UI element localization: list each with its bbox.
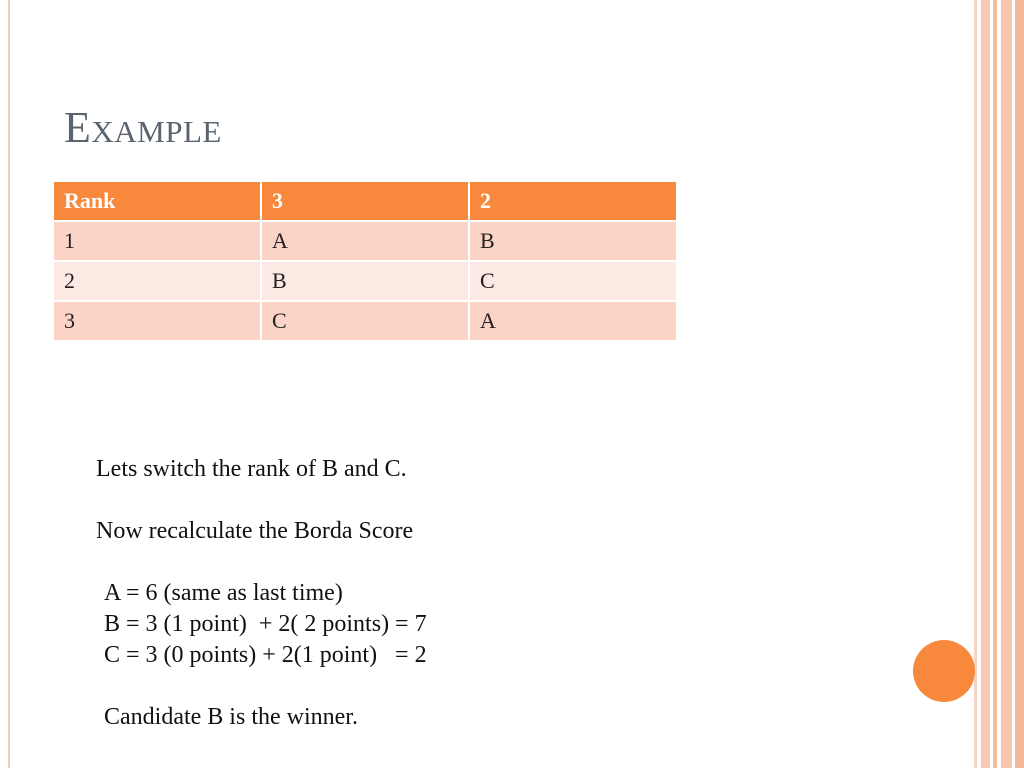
left-border-line (8, 0, 10, 768)
table-cell: 3 (53, 301, 261, 341)
table-cell: B (261, 261, 469, 301)
decorative-stripes (974, 0, 1024, 768)
table-header-cell: Rank (53, 181, 261, 221)
table-header-row (53, 181, 677, 221)
decorative-circle (913, 640, 975, 702)
table-row (53, 261, 677, 301)
table-header-cell: 3 (261, 181, 469, 221)
table-header-cell: 2 (469, 181, 677, 221)
winner-line: Candidate B is the winner. (104, 704, 358, 730)
table-cell: 2 (53, 261, 261, 301)
recalc-line: Now recalculate the Borda Score (96, 518, 414, 544)
table-row (53, 221, 677, 261)
table-cell: 1 (53, 221, 261, 261)
table-cell: A (261, 221, 469, 261)
switch-line: Lets switch the rank of B and C. (96, 456, 407, 482)
table-cell: C (261, 301, 469, 341)
score-b-line: B = 3 (1 point) + 2( 2 points) = 7 (104, 611, 427, 637)
table-cell: C (469, 261, 677, 301)
score-c-line: C = 3 (0 points) + 2(1 point) = 2 (104, 642, 427, 668)
slide-body (96, 454, 427, 733)
table-cell: B (469, 221, 677, 261)
score-a-line: A = 6 (same as last time) (104, 580, 343, 606)
slide-title: Example (64, 103, 222, 152)
rank-table (52, 180, 678, 342)
table-cell: A (469, 301, 677, 341)
table-row (53, 301, 677, 341)
